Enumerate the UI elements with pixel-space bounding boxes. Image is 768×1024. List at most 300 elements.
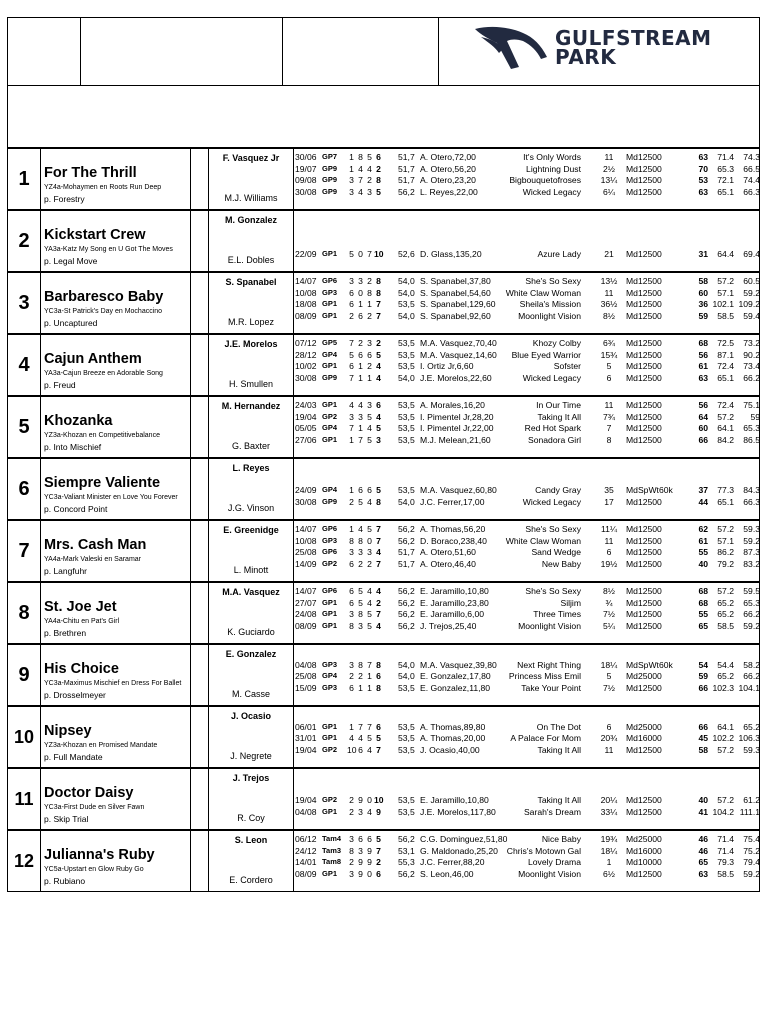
horse-pedigree: YC3a-Valiant Minister en Love You Forever — [44, 494, 178, 501]
race-date: 14/01 — [295, 857, 317, 868]
fraction-1: 72.4 — [717, 400, 734, 410]
fraction-2: 79.4 — [743, 857, 760, 868]
race-history — [294, 273, 761, 333]
race-date: 19/04 — [295, 795, 317, 806]
fraction-1: 58.5 — [717, 621, 734, 632]
position-value: 6 — [349, 683, 354, 694]
position-value: 5 — [358, 597, 363, 608]
race-track: GP4 — [322, 485, 338, 495]
jockey-name: J.E. Morelos — [224, 339, 278, 349]
connections-cell — [209, 459, 294, 519]
trainer-name: G. Baxter — [231, 441, 270, 451]
horse-cell — [41, 645, 191, 705]
position-value: 6 — [367, 349, 372, 360]
speed-figure: 68 — [698, 597, 708, 608]
horse-cell — [41, 521, 191, 581]
position-value: 3 — [358, 411, 363, 422]
race-winner: Sheila's Mission — [519, 299, 581, 310]
jockey-name: E. Gonzalez — [225, 649, 277, 659]
horse-pedigree: YA4a-Mark Valeski en Saramar — [44, 556, 141, 563]
fraction-2: 61.2 — [743, 795, 760, 806]
race-margin: 18¼ — [600, 845, 618, 856]
fraction-1: 102.3 — [712, 683, 734, 694]
position-value: 2 — [376, 338, 381, 348]
position-value: 8 — [358, 535, 363, 546]
position-value: 8 — [376, 287, 381, 298]
fraction-2: 65.3 — [743, 423, 760, 434]
race-winner: Siljim — [560, 597, 581, 608]
position-value: 1 — [367, 671, 372, 682]
race-margin: 8 — [606, 435, 612, 446]
race-line — [294, 744, 761, 756]
race-weight: 54,0 — [398, 671, 415, 682]
speed-figure: 59 — [698, 671, 708, 682]
race-positions — [347, 845, 395, 857]
position-value: 6 — [358, 834, 363, 844]
race-line — [294, 721, 761, 733]
race-history — [294, 831, 761, 891]
header-cell-1 — [8, 18, 81, 85]
race-winner: Next Right Thing — [517, 659, 581, 670]
jockey-name: J. Trejos — [232, 773, 270, 783]
race-track: GP9 — [322, 373, 338, 383]
race-line — [294, 337, 761, 349]
logo-text — [555, 26, 712, 69]
fraction-2: 59.5 — [743, 586, 760, 596]
trainer-name: K. Guciardo — [227, 627, 275, 637]
race-track: GP1 — [322, 299, 338, 309]
position-value: 1 — [367, 373, 372, 384]
race-line — [294, 434, 761, 446]
position-value: 8 — [376, 683, 381, 694]
race-weight: 56,2 — [398, 609, 415, 620]
position-value: 6 — [349, 559, 354, 570]
race-winner: Lightning Dust — [526, 163, 581, 174]
fraction-2: 59.4 — [743, 311, 760, 322]
horse-sire: p. Rubiano — [44, 876, 86, 886]
race-line — [294, 558, 761, 570]
position-value: 4 — [358, 400, 363, 410]
trainer-name: R. Coy — [237, 813, 265, 823]
race-line — [294, 659, 761, 671]
horse-pedigree: YA3a-Katz My Song en U Got The Moves — [44, 246, 173, 253]
race-margin: 35 — [604, 485, 614, 496]
position-value: 3 — [349, 659, 354, 670]
entry-row — [7, 458, 760, 520]
horse-pedigree: YC5a-Upstart en Glow Ruby Go — [44, 866, 144, 873]
race-date: 14/07 — [295, 276, 317, 286]
speed-figure: 63 — [698, 373, 708, 384]
horse-name: St. Joe Jet — [44, 599, 117, 615]
race-positions — [347, 868, 395, 880]
position-value: 7 — [376, 311, 381, 322]
horse-cell — [41, 707, 191, 767]
race-jockey: E. Gonzalez,11,80 — [420, 683, 491, 694]
race-positions — [347, 186, 395, 198]
race-winner: New Baby — [541, 559, 581, 570]
race-date: 19/04 — [295, 411, 317, 422]
fraction-1: 57.2 — [717, 276, 734, 286]
fraction-1: 64.1 — [717, 423, 734, 434]
fraction-1: 71.4 — [717, 834, 734, 844]
connections-cell — [209, 831, 294, 891]
speed-figure: 66 — [698, 683, 708, 694]
fraction-1: 57.2 — [717, 524, 734, 534]
race-positions — [347, 434, 395, 446]
race-line — [294, 349, 761, 361]
race-winner: She's So Sexy — [525, 524, 581, 534]
race-margin: 20¼ — [600, 795, 618, 806]
race-date: 27/07 — [295, 597, 317, 608]
race-date: 07/12 — [295, 338, 317, 348]
position-value: 8 — [376, 276, 381, 286]
position-value: 8 — [358, 609, 363, 620]
position-value: 5 — [367, 152, 372, 162]
position-value: 4 — [376, 361, 381, 372]
race-track: GP3 — [322, 659, 338, 669]
fraction-1: 84.2 — [717, 435, 734, 446]
race-margin: 6¼ — [603, 187, 615, 198]
race-class: Md25000 — [626, 671, 662, 682]
position-value: 3 — [367, 400, 372, 410]
fraction-2: 65.3 — [743, 597, 760, 608]
race-positions — [347, 372, 395, 384]
position-value: 3 — [349, 547, 354, 558]
race-weight: 54,0 — [398, 276, 415, 286]
logo-line-2: PARK — [555, 45, 617, 69]
program-number: 6 — [8, 459, 41, 519]
position-value: 1 — [349, 435, 354, 446]
race-winner: Take Your Point — [521, 683, 581, 694]
fraction-1: 86.2 — [717, 547, 734, 558]
position-value: 6 — [376, 671, 381, 682]
position-value: 0 — [367, 535, 372, 546]
horse-sire: p. Langfuhr — [44, 566, 88, 576]
speed-figure: 46 — [698, 845, 708, 856]
race-weight: 53,5 — [398, 349, 415, 360]
position-value: 7 — [349, 423, 354, 434]
fraction-1: 65.2 — [717, 671, 734, 682]
race-jockey: S. Spanabel,129,60 — [420, 299, 496, 310]
horse-sire: p. Freud — [44, 380, 76, 390]
race-jockey: I. Pimentel Jr,22,00 — [420, 423, 494, 434]
position-value: 1 — [349, 163, 354, 174]
race-track: GP1 — [322, 807, 338, 817]
race-positions — [347, 349, 395, 361]
race-weight: 53,5 — [398, 745, 415, 756]
race-jockey: A. Thomas,89,80 — [420, 721, 486, 732]
race-jockey: A. Otero,46,40 — [420, 559, 476, 570]
fraction-1: 104.2 — [712, 807, 734, 818]
race-margin: 21 — [604, 249, 614, 260]
race-line — [294, 248, 761, 260]
race-positions — [347, 670, 395, 682]
jockey-name: J. Ocasio — [230, 711, 272, 721]
race-weight: 54,0 — [398, 287, 415, 298]
race-date: 31/01 — [295, 733, 317, 744]
race-jockey: L. Reyes,22,00 — [420, 187, 478, 198]
race-line — [294, 535, 761, 547]
position-value: 1 — [349, 485, 354, 496]
race-winner: Khozy Colby — [532, 338, 581, 348]
position-value: 4 — [367, 423, 372, 434]
race-positions — [347, 620, 395, 632]
speed-figure: 58 — [698, 745, 708, 756]
race-line — [294, 682, 761, 694]
race-winner: Sand Wedge — [531, 547, 581, 558]
position-value: 6 — [376, 721, 381, 732]
position-value: 8 — [358, 659, 363, 670]
race-positions — [347, 151, 395, 163]
program-number: 2 — [8, 211, 41, 271]
race-weight: 54,0 — [398, 659, 415, 670]
fraction-2: 83.2 — [743, 559, 760, 570]
race-jockey: S. Spanabel,92,60 — [420, 311, 491, 322]
race-margin: 11 — [604, 152, 614, 162]
fraction-1: 65.2 — [717, 597, 734, 608]
race-line — [294, 833, 761, 845]
race-line — [294, 670, 761, 682]
trainer-name: J. Negrete — [230, 751, 272, 761]
race-weight: 56,2 — [398, 586, 415, 596]
position-value: 4 — [367, 163, 372, 174]
race-winner: Red Hot Spark — [524, 423, 581, 434]
race-winner: Princess Miss Emil — [508, 671, 581, 682]
race-weight: 52,6 — [398, 249, 415, 260]
race-class: Md12500 — [626, 276, 662, 286]
horse-cell — [41, 211, 191, 271]
race-class: Md12500 — [626, 361, 662, 372]
fraction-1: 58.5 — [717, 869, 734, 880]
race-jockey: A. Morales,16,20 — [420, 400, 485, 410]
race-class: Md12500 — [626, 311, 662, 322]
race-track: GP4 — [322, 671, 338, 681]
race-class: MdSpWt60k — [626, 659, 673, 670]
speed-figure: 68 — [698, 586, 708, 596]
race-margin: 11 — [604, 400, 614, 410]
position-value: 5 — [376, 423, 381, 434]
race-date: 25/08 — [295, 547, 317, 558]
race-winner: In Our Time — [536, 400, 581, 410]
fraction-1: 65.2 — [717, 609, 734, 620]
speed-figure: 31 — [698, 249, 708, 260]
race-winner: On The Dot — [536, 721, 581, 732]
position-value: 5 — [367, 524, 372, 534]
race-track: GP2 — [322, 559, 338, 569]
race-jockey: J. Ocasio,40,00 — [420, 745, 480, 756]
race-class: Md12500 — [626, 609, 662, 620]
position-value: 2 — [367, 559, 372, 570]
jockey-name: E. Greenidge — [223, 525, 279, 535]
race-weight: 53,5 — [398, 721, 415, 732]
race-history — [294, 645, 761, 705]
race-class: Md12500 — [626, 597, 662, 608]
race-line — [294, 523, 761, 535]
fraction-1: 79.3 — [717, 857, 734, 868]
race-track: GP1 — [322, 311, 338, 321]
horse-sire: p. Uncaptured — [44, 318, 98, 328]
position-value: 4 — [358, 187, 363, 198]
race-jockey: S. Spanabel,37,80 — [420, 276, 491, 286]
program-number: 11 — [8, 769, 41, 829]
race-margin: 33¼ — [600, 807, 618, 818]
position-value: 1 — [349, 152, 354, 162]
position-value: 4 — [376, 586, 381, 596]
race-positions — [347, 585, 395, 597]
race-line — [294, 298, 761, 310]
race-date: 28/12 — [295, 349, 317, 360]
race-track: Tam8 — [322, 857, 342, 867]
jockey-name: S. Leon — [234, 835, 268, 845]
program-number: 8 — [8, 583, 41, 643]
race-class: Md12500 — [626, 535, 662, 546]
race-margin: 18¼ — [600, 659, 618, 670]
position-value: 2 — [367, 175, 372, 186]
race-line — [294, 806, 761, 818]
race-winner: Taking It All — [537, 795, 581, 806]
fraction-2: 59.3 — [743, 524, 760, 534]
race-weight: 53,5 — [398, 485, 415, 496]
race-weight: 53,5 — [398, 400, 415, 410]
race-line — [294, 275, 761, 287]
race-margin: 36½ — [600, 299, 618, 310]
race-positions — [347, 399, 395, 411]
race-date: 09/08 — [295, 175, 317, 186]
race-history — [294, 397, 761, 457]
horse-cell — [41, 769, 191, 829]
fraction-2: 75.4 — [743, 834, 760, 844]
spacer-cell — [191, 645, 209, 705]
connections-cell — [209, 273, 294, 333]
speed-figure: 54 — [698, 659, 708, 670]
speed-figure: 61 — [698, 361, 708, 372]
fraction-2: 60.5 — [743, 276, 760, 286]
position-value: 3 — [349, 187, 354, 198]
race-line — [294, 422, 761, 434]
race-winner: Taking It All — [537, 745, 581, 756]
position-value: 2 — [376, 857, 381, 868]
position-value: 4 — [376, 373, 381, 384]
program-number: 12 — [8, 831, 41, 891]
speed-figure: 60 — [698, 423, 708, 434]
race-date: 10/08 — [295, 287, 317, 298]
speed-figure: 41 — [698, 807, 708, 818]
race-track: GP6 — [322, 586, 338, 595]
position-value: 0 — [358, 287, 363, 298]
speed-figure: 70 — [698, 163, 708, 174]
fraction-2: 74.4 — [743, 175, 760, 186]
position-value: 9 — [367, 857, 372, 868]
position-value: 4 — [367, 807, 372, 818]
race-line — [294, 411, 761, 423]
fraction-1: 58.5 — [717, 311, 734, 322]
race-positions — [347, 287, 395, 299]
race-class: MdSpWt60k — [626, 485, 673, 496]
race-line — [294, 287, 761, 299]
fraction-2: 84.3 — [743, 485, 760, 496]
position-value: 5 — [358, 497, 363, 508]
position-value: 2 — [349, 807, 354, 818]
position-value: 7 — [367, 721, 372, 732]
race-line — [294, 868, 761, 880]
speed-figure: 62 — [698, 524, 708, 534]
position-value: 2 — [358, 559, 363, 570]
position-value: 4 — [367, 745, 372, 756]
race-track: GP4 — [322, 423, 338, 433]
fraction-1: 102.2 — [712, 733, 734, 744]
race-track: GP1 — [322, 400, 338, 409]
jockey-name: M. Gonzalez — [224, 215, 277, 225]
fraction-2: 87.3 — [743, 547, 760, 558]
fraction-1: 71.4 — [717, 845, 734, 856]
race-class: Md12500 — [626, 621, 662, 632]
race-date: 25/08 — [295, 671, 317, 682]
race-winner: White Claw Woman — [505, 535, 581, 546]
race-line — [294, 597, 761, 609]
position-value: 0 — [367, 869, 372, 880]
fraction-2: 73.4 — [743, 361, 760, 372]
entry-row — [7, 644, 760, 706]
position-value: 2 — [349, 795, 354, 806]
position-value: 5 — [349, 249, 354, 260]
horse-sire: p. Drosselmeyer — [44, 690, 106, 700]
race-class: Md16000 — [626, 845, 662, 856]
fraction-1: 102.1 — [712, 299, 734, 310]
position-value: 9 — [358, 869, 363, 880]
fraction-1: 77.3 — [717, 485, 734, 496]
entry-row — [7, 520, 760, 582]
position-value: 1 — [358, 423, 363, 434]
race-track: GP1 — [322, 733, 338, 743]
fraction-2: 66.2 — [743, 609, 760, 620]
race-track: GP2 — [322, 795, 338, 805]
position-value: 6 — [358, 311, 363, 322]
trainer-name: E. Cordero — [229, 875, 273, 885]
race-weight: 54,0 — [398, 311, 415, 322]
race-weight: 56,2 — [398, 187, 415, 198]
race-class: Md12500 — [626, 338, 662, 348]
horse-pedigree: YZ4a-Mohaymen en Roots Run Deep — [44, 184, 162, 191]
position-value: 7 — [367, 659, 372, 670]
position-value: 7 — [376, 745, 381, 756]
race-class: Md12500 — [626, 163, 662, 174]
position-value: 3 — [349, 834, 354, 844]
race-class: Md12500 — [626, 795, 662, 806]
jockey-name: L. Reyes — [232, 463, 270, 473]
position-value: 7 — [358, 721, 363, 732]
position-value: 10 — [374, 249, 384, 260]
horse-pedigree: YC3a-St Patrick's Day en Mochaccino — [44, 308, 163, 315]
spacer-cell — [191, 707, 209, 767]
horse-name: Doctor Daisy — [44, 785, 134, 801]
race-positions — [347, 744, 395, 756]
position-value: 6 — [349, 586, 354, 596]
horse-pedigree: YZ3a-Khozan en Promised Mandate — [44, 742, 158, 749]
race-positions — [347, 608, 395, 620]
header-cell-2 — [81, 18, 283, 85]
speed-figure: 63 — [698, 869, 708, 880]
fraction-2: 90.2 — [743, 349, 760, 360]
trainer-name: M.J. Williams — [224, 193, 278, 203]
trainer-name: M.R. Lopez — [227, 317, 275, 327]
horse-cell — [41, 397, 191, 457]
speed-figure: 36 — [698, 299, 708, 310]
race-jockey: E. Gonzalez,17,80 — [420, 671, 491, 682]
race-track: GP4 — [322, 349, 338, 359]
position-value: 6 — [376, 400, 381, 410]
fraction-2: 58.2 — [743, 659, 760, 670]
fraction-2: 104.1 — [738, 683, 760, 694]
